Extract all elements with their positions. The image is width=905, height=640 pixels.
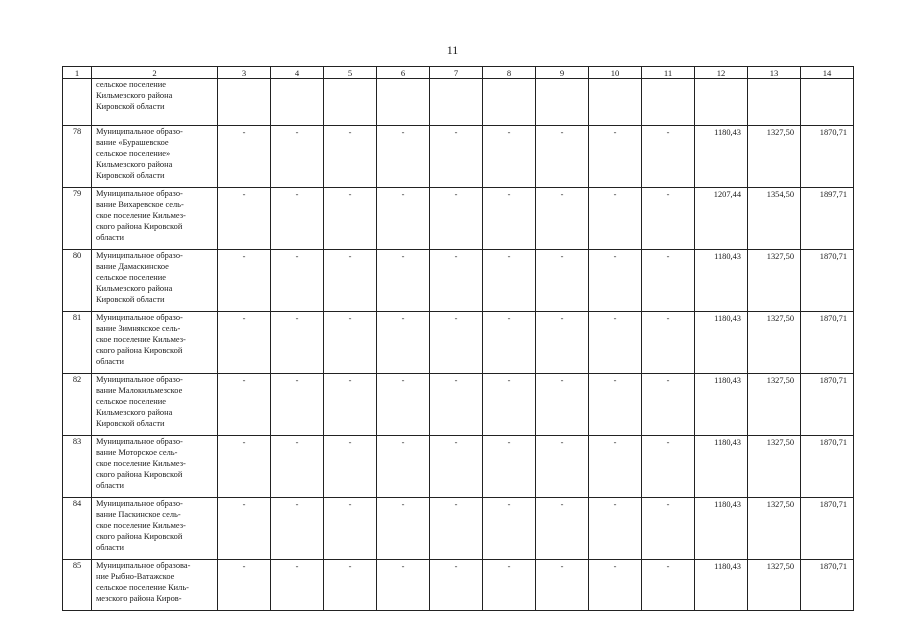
municipality-name-line: вание Моторское сель- bbox=[96, 448, 178, 457]
empty-value-cell: - bbox=[271, 250, 324, 312]
municipality-name bbox=[92, 374, 218, 436]
empty-value-cell: - bbox=[271, 436, 324, 498]
municipality-name-line: Кировской области bbox=[96, 295, 165, 304]
page-number: 11 bbox=[446, 43, 459, 57]
empty-value-cell: - bbox=[536, 374, 589, 436]
municipality-name-line: Муниципальное образо- bbox=[96, 499, 183, 508]
tariff-value-cell: 1870,71 bbox=[801, 560, 854, 611]
empty-value-cell: - bbox=[589, 498, 642, 560]
empty-value-cell: - bbox=[589, 374, 642, 436]
empty-value-cell: - bbox=[271, 126, 324, 188]
empty-value-cell: - bbox=[589, 188, 642, 250]
municipality-name-line: Муниципальное образо- bbox=[96, 313, 183, 322]
municipality-name bbox=[92, 312, 218, 374]
empty-value-cell bbox=[324, 79, 377, 126]
tariff-value-cell: 1180,43 bbox=[695, 312, 748, 374]
row-number: 79 bbox=[63, 188, 92, 250]
municipality-name-line: Кировской области bbox=[96, 419, 165, 428]
empty-value-cell: - bbox=[218, 126, 271, 188]
column-header: 5 bbox=[324, 67, 377, 79]
municipality-name-line: вание Вихаревское сель- bbox=[96, 200, 184, 209]
municipality-name-line: Кильмезского района bbox=[96, 284, 173, 293]
tariff-value-cell: 1327,50 bbox=[748, 126, 801, 188]
municipality-name-line: вание Паскинское сель- bbox=[96, 510, 181, 519]
empty-value-cell: - bbox=[589, 560, 642, 611]
municipality-name-line: вание Зимнякское сель- bbox=[96, 324, 181, 333]
empty-value-cell: - bbox=[536, 498, 589, 560]
empty-value-cell: - bbox=[536, 436, 589, 498]
tariff-value-cell: 1327,50 bbox=[748, 560, 801, 611]
empty-value-cell: - bbox=[642, 188, 695, 250]
empty-value-cell: - bbox=[218, 436, 271, 498]
municipality-name bbox=[92, 250, 218, 312]
table-row bbox=[63, 498, 854, 560]
empty-value-cell: - bbox=[324, 312, 377, 374]
municipality-name-line: ское поселение Кильмез- bbox=[96, 459, 186, 468]
empty-value-cell bbox=[589, 79, 642, 126]
municipality-name-line: сельское поселение bbox=[96, 397, 166, 406]
empty-value-cell: - bbox=[642, 126, 695, 188]
tariff-value-cell: 1180,43 bbox=[695, 126, 748, 188]
row-number bbox=[63, 79, 92, 126]
empty-value-cell: - bbox=[589, 436, 642, 498]
municipality-name-line: ского района Кировской bbox=[96, 346, 183, 355]
tariff-value-cell: 1354,50 bbox=[748, 188, 801, 250]
column-header: 7 bbox=[430, 67, 483, 79]
municipality-name-line: сельское поселение Киль- bbox=[96, 583, 189, 592]
tariff-value-cell: 1870,71 bbox=[801, 312, 854, 374]
table-row bbox=[63, 560, 854, 611]
empty-value-cell: - bbox=[430, 188, 483, 250]
empty-value-cell: - bbox=[218, 374, 271, 436]
empty-value-cell: - bbox=[324, 560, 377, 611]
municipality-name bbox=[92, 560, 218, 611]
municipality-name-line: вание «Бурашевское bbox=[96, 138, 169, 147]
municipality-name-line: сельское поселение bbox=[96, 80, 166, 89]
empty-value-cell: - bbox=[483, 498, 536, 560]
column-header: 6 bbox=[377, 67, 430, 79]
empty-value-cell: - bbox=[430, 436, 483, 498]
empty-value-cell: - bbox=[271, 560, 324, 611]
empty-value-cell: - bbox=[483, 560, 536, 611]
empty-value-cell bbox=[377, 79, 430, 126]
empty-value-cell: - bbox=[218, 560, 271, 611]
empty-value-cell bbox=[536, 79, 589, 126]
tariff-value-cell: 1180,43 bbox=[695, 374, 748, 436]
municipality-name-line: сельское поселение» bbox=[96, 149, 171, 158]
municipality-name-line: Кильмезского района bbox=[96, 408, 173, 417]
column-header: 13 bbox=[748, 67, 801, 79]
empty-value-cell bbox=[430, 79, 483, 126]
tariff-value-cell bbox=[801, 79, 854, 126]
empty-value-cell: - bbox=[536, 560, 589, 611]
municipality-name-line: ское поселение Кильмез- bbox=[96, 211, 186, 220]
empty-value-cell: - bbox=[589, 312, 642, 374]
empty-value-cell bbox=[271, 79, 324, 126]
column-header: 4 bbox=[271, 67, 324, 79]
municipality-name-line: ского района Кировской bbox=[96, 532, 183, 541]
empty-value-cell bbox=[218, 79, 271, 126]
tariff-value-cell bbox=[748, 79, 801, 126]
empty-value-cell: - bbox=[642, 312, 695, 374]
tariff-value-cell: 1180,43 bbox=[695, 560, 748, 611]
empty-value-cell: - bbox=[536, 126, 589, 188]
row-number: 78 bbox=[63, 126, 92, 188]
empty-value-cell: - bbox=[483, 126, 536, 188]
municipality-name-line: ское поселение Кильмез- bbox=[96, 521, 186, 530]
table-row bbox=[63, 188, 854, 250]
empty-value-cell: - bbox=[642, 374, 695, 436]
column-header: 9 bbox=[536, 67, 589, 79]
municipality-name-line: Муниципальное образо- bbox=[96, 251, 183, 260]
empty-value-cell: - bbox=[483, 374, 536, 436]
municipality-name bbox=[92, 436, 218, 498]
empty-value-cell: - bbox=[271, 188, 324, 250]
empty-value-cell: - bbox=[589, 250, 642, 312]
empty-value-cell bbox=[483, 79, 536, 126]
table-row bbox=[63, 436, 854, 498]
municipality-name-line: области bbox=[96, 233, 124, 242]
empty-value-cell: - bbox=[377, 436, 430, 498]
empty-value-cell: - bbox=[430, 498, 483, 560]
empty-value-cell: - bbox=[324, 436, 377, 498]
municipality-name-line: ского района Кировской bbox=[96, 222, 183, 231]
tariff-value-cell: 1870,71 bbox=[801, 498, 854, 560]
tariff-value-cell: 1870,71 bbox=[801, 250, 854, 312]
table-row bbox=[63, 312, 854, 374]
municipality-name-line: области bbox=[96, 543, 124, 552]
empty-value-cell: - bbox=[642, 436, 695, 498]
municipality-name bbox=[92, 79, 218, 126]
empty-value-cell: - bbox=[218, 188, 271, 250]
tariff-value-cell: 1327,50 bbox=[748, 250, 801, 312]
empty-value-cell: - bbox=[324, 250, 377, 312]
municipality-name-line: вание Малокильмезское bbox=[96, 386, 183, 395]
empty-value-cell: - bbox=[483, 436, 536, 498]
table-row bbox=[63, 250, 854, 312]
empty-value-cell: - bbox=[271, 374, 324, 436]
municipality-name-line: Муниципальное образо- bbox=[96, 375, 183, 384]
empty-value-cell: - bbox=[377, 560, 430, 611]
empty-value-cell: - bbox=[430, 312, 483, 374]
empty-value-cell: - bbox=[377, 498, 430, 560]
column-header: 10 bbox=[589, 67, 642, 79]
column-header: 2 bbox=[92, 67, 218, 79]
municipality-name bbox=[92, 498, 218, 560]
tariff-value-cell: 1870,71 bbox=[801, 374, 854, 436]
row-number: 81 bbox=[63, 312, 92, 374]
municipality-name-line: ского района Кировской bbox=[96, 470, 183, 479]
municipality-name-line: Кировской области bbox=[96, 171, 165, 180]
municipality-name-line: Кировской области bbox=[96, 102, 165, 111]
empty-value-cell: - bbox=[218, 312, 271, 374]
table-row bbox=[63, 126, 854, 188]
empty-value-cell: - bbox=[324, 374, 377, 436]
empty-value-cell: - bbox=[483, 250, 536, 312]
row-number: 82 bbox=[63, 374, 92, 436]
municipality-name-line: области bbox=[96, 357, 124, 366]
empty-value-cell: - bbox=[218, 250, 271, 312]
empty-value-cell: - bbox=[377, 374, 430, 436]
row-number: 85 bbox=[63, 560, 92, 611]
tariff-value-cell: 1180,43 bbox=[695, 250, 748, 312]
empty-value-cell: - bbox=[642, 498, 695, 560]
tariff-value-cell: 1180,43 bbox=[695, 436, 748, 498]
tariff-value-cell: 1327,50 bbox=[748, 374, 801, 436]
empty-value-cell: - bbox=[271, 312, 324, 374]
municipality-name-line: Кильмезского района bbox=[96, 91, 173, 100]
tariff-value-cell: 1870,71 bbox=[801, 436, 854, 498]
empty-value-cell: - bbox=[642, 560, 695, 611]
column-header: 12 bbox=[695, 67, 748, 79]
empty-value-cell: - bbox=[430, 560, 483, 611]
tariff-value-cell: 1897,71 bbox=[801, 188, 854, 250]
empty-value-cell: - bbox=[536, 312, 589, 374]
header-row bbox=[63, 67, 854, 79]
municipality-name-line: вание Дамаскинское bbox=[96, 262, 169, 271]
empty-value-cell: - bbox=[536, 188, 589, 250]
municipality-name-line: Кильмезского района bbox=[96, 160, 173, 169]
tariff-value-cell: 1327,50 bbox=[748, 312, 801, 374]
tariff-value-cell bbox=[695, 79, 748, 126]
municipality-name-line: Муниципальное образо- bbox=[96, 437, 183, 446]
tariff-value-cell: 1327,50 bbox=[748, 436, 801, 498]
tariff-value-cell: 1870,71 bbox=[801, 126, 854, 188]
row-number: 84 bbox=[63, 498, 92, 560]
tariff-value-cell: 1180,43 bbox=[695, 498, 748, 560]
empty-value-cell: - bbox=[536, 250, 589, 312]
empty-value-cell: - bbox=[271, 498, 324, 560]
empty-value-cell: - bbox=[430, 126, 483, 188]
municipality-name-line: сельское поселение bbox=[96, 273, 166, 282]
empty-value-cell: - bbox=[377, 126, 430, 188]
column-header: 14 bbox=[801, 67, 854, 79]
empty-value-cell: - bbox=[324, 498, 377, 560]
empty-value-cell: - bbox=[218, 498, 271, 560]
municipality-name-line: области bbox=[96, 481, 124, 490]
empty-value-cell bbox=[642, 79, 695, 126]
empty-value-cell: - bbox=[324, 188, 377, 250]
municipality-name bbox=[92, 126, 218, 188]
municipality-name-line: Муниципальное образо- bbox=[96, 189, 183, 198]
row-number: 83 bbox=[63, 436, 92, 498]
municipality-name-line: Муниципальное образо- bbox=[96, 127, 183, 136]
empty-value-cell: - bbox=[483, 312, 536, 374]
empty-value-cell: - bbox=[430, 250, 483, 312]
empty-value-cell: - bbox=[324, 126, 377, 188]
empty-value-cell: - bbox=[430, 374, 483, 436]
municipality-name-line: Муниципальное образова- bbox=[96, 561, 191, 570]
tariff-value-cell: 1207,44 bbox=[695, 188, 748, 250]
empty-value-cell: - bbox=[377, 312, 430, 374]
column-header: 3 bbox=[218, 67, 271, 79]
column-header: 11 bbox=[642, 67, 695, 79]
municipality-name bbox=[92, 188, 218, 250]
municipality-name-line: ское поселение Кильмез- bbox=[96, 335, 186, 344]
table-row bbox=[63, 374, 854, 436]
municipality-name-line: ние Рыбно-Ватажское bbox=[96, 572, 175, 581]
municipality-name-line: мезского района Киров- bbox=[96, 594, 182, 603]
table-row bbox=[63, 79, 854, 126]
tariff-table bbox=[62, 66, 854, 611]
empty-value-cell: - bbox=[642, 250, 695, 312]
column-header: 8 bbox=[483, 67, 536, 79]
tariff-value-cell: 1327,50 bbox=[748, 498, 801, 560]
column-header: 1 bbox=[63, 67, 92, 79]
empty-value-cell: - bbox=[377, 188, 430, 250]
empty-value-cell: - bbox=[377, 250, 430, 312]
empty-value-cell: - bbox=[589, 126, 642, 188]
empty-value-cell: - bbox=[483, 188, 536, 250]
row-number: 80 bbox=[63, 250, 92, 312]
